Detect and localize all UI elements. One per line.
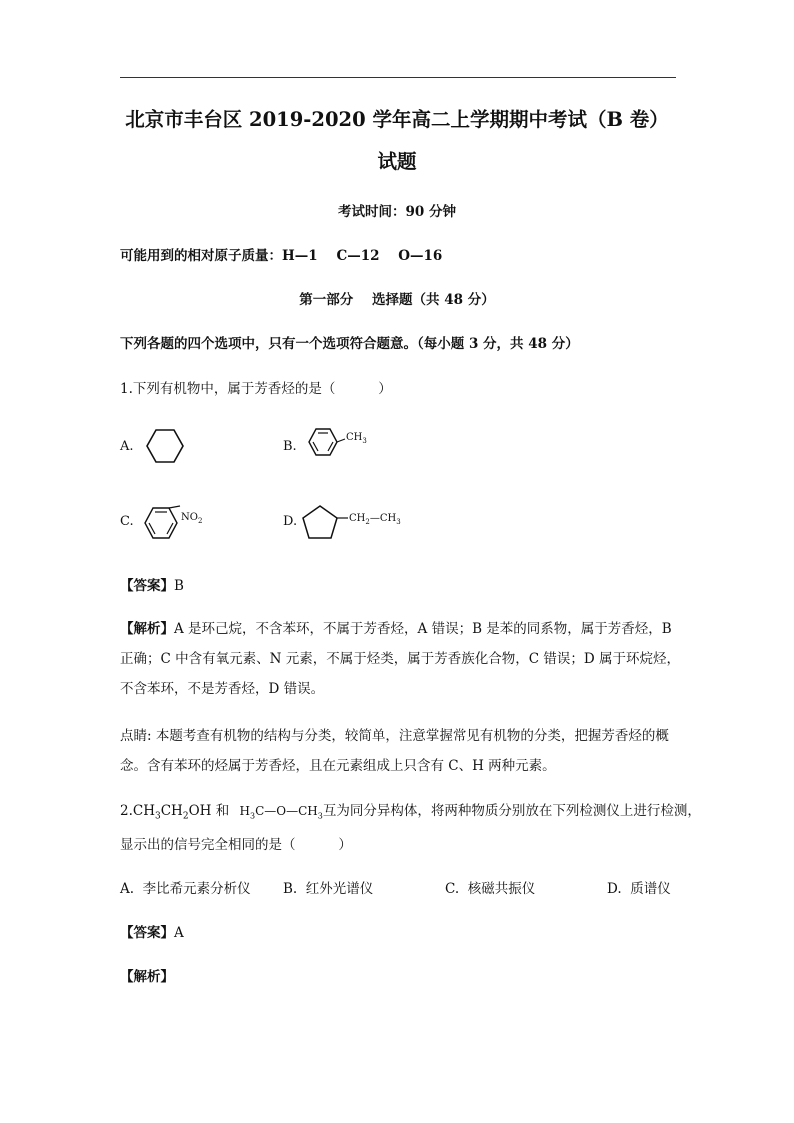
section-instruction: 下列各题的四个选项中，只有一个选项符合题意。（每小题 3 分，共 48 分） [120, 336, 579, 352]
q2-analysis-tag: 【解析】 [120, 969, 174, 985]
nitrobenzene-structure [140, 504, 203, 546]
q2-answer-line [120, 921, 184, 941]
q1-option-a-label: A. [120, 439, 134, 454]
exam-time: 考试时间：90 分钟 [338, 204, 456, 220]
nitro-substituent: $NO_2$ [181, 512, 203, 525]
q2-stem-formula: $H_3C—O—CH_3$ [239, 804, 323, 821]
answer-tag: 【答案】 [120, 925, 174, 941]
section-heading: 第一部分 选择题（共 48 分） [299, 292, 495, 308]
q1-answer: B [174, 578, 184, 594]
q2-option-d: D. 质谱仪 [607, 881, 671, 897]
q2-stem-line2: 显示出的信号完全相同的是（ ） [120, 837, 352, 853]
q2-option-a: A. 李比希元素分析仪 [120, 881, 251, 897]
q1-analysis [120, 614, 680, 704]
analysis-tag: 【解析】 [120, 621, 174, 637]
q1-answer-line [120, 574, 184, 594]
answer-tag: 【答案】 [120, 578, 174, 594]
q2-stem-suffix: 互为同分异构体，将两种物质分别放在下列检测仪上进行检测， [322, 803, 701, 819]
q1-stem: 1.下列有机物中，属于芳香烃的是（ ） [120, 381, 392, 397]
ethyl-substituent: $CH_2—CH_3$ [349, 513, 401, 526]
q2-stem-prefix: $2.CH_3CH_2OH$ 和 [120, 803, 230, 822]
q1-option-d-label: D. [283, 514, 298, 529]
q2-option-c: C. 核磁共振仪 [445, 881, 536, 897]
cyclohexane-structure [140, 425, 190, 467]
q2-answer: A [174, 925, 184, 941]
toluene-structure [299, 422, 379, 468]
q1-analysis-text: A 是环己烷，不含苯环，不属于芳香烃，A 错误；B 是苯的同系物，属于芳香烃，B 正确；C 中含有氧元素、N 元素，不属于烃类，属于芳香族化合物，C 错误；D 属于环烷烃，不含苯环，不是芳香烃，D 错误。 [120, 621, 680, 697]
title-line2: 试题 [377, 150, 417, 173]
atomic-mass: 可能用到的相对原子质量：H—1 C—12 O—16 [120, 248, 443, 264]
q1-option-c-label: C. [120, 514, 134, 529]
q2-option-b: B. 红外光谱仪 [283, 881, 374, 897]
toluene-substituent: $CH_3$ [346, 432, 367, 445]
title-line1: 北京市丰台区 2019-2020 学年高二上学期期中考试（B 卷） [125, 108, 669, 131]
q1-option-b-label: B. [283, 439, 297, 454]
q1-note: 点睛: 本题考查有机物的结构与分类，较简单，注意掌握常见有机物的分类，把握芳香烃的概念。含有苯环的烃属于芳香烃，且在元素组成上只含有 C、H 两种元素。 [120, 728, 669, 774]
top-rule [120, 77, 676, 78]
q2-stem-line1 [120, 799, 701, 822]
